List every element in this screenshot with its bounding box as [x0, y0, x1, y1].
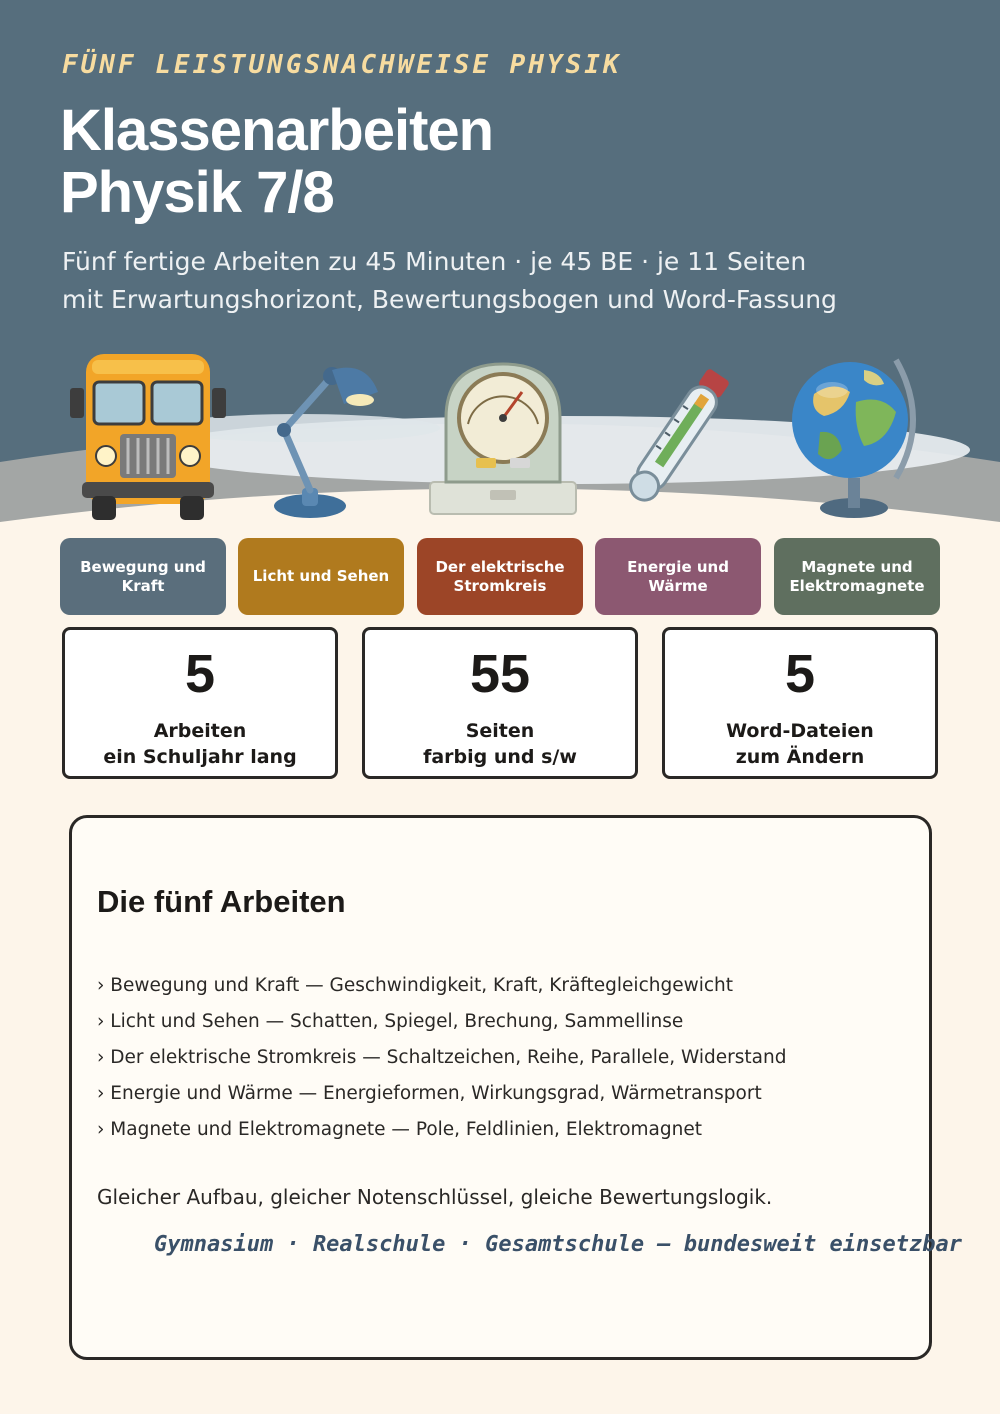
- header: [0, 0, 1000, 540]
- subtitle: [62, 243, 837, 319]
- subtitle-line-2: mit Erwartungshorizont, Bewertungsbogen und Word-Fassung: [62, 285, 837, 314]
- topic-tags: [60, 538, 940, 615]
- thermometer-icon: [612, 358, 742, 518]
- stat-card: [362, 627, 638, 779]
- topic-tag: Energie und Wärme: [595, 538, 761, 615]
- topic-tag: Magnete und Elektromagnete: [774, 538, 940, 615]
- topic-tag: Licht und Sehen: [238, 538, 404, 615]
- stat-label-line-2: zum Ändern: [735, 746, 865, 768]
- stat-label-line-2: ein Schuljahr lang: [103, 746, 297, 768]
- stat-label-line-1: Seiten: [465, 720, 535, 742]
- school-types-note: Gymnasium · Realschule · Gesamtschule — bundesweit einsetzbar: [154, 1232, 962, 1257]
- list-item: › Magnete und Elektromagnete — Pole, Feldlinien, Elektromagnet: [97, 1119, 702, 1140]
- stat-label: [65, 718, 335, 770]
- eyebrow-text: FÜNF LEISTUNGSNACHWEISE PHYSIK: [62, 50, 622, 80]
- panel-heading: Die fünf Arbeiten: [97, 884, 346, 919]
- stat-label-line-1: Arbeiten: [153, 720, 247, 742]
- school-bus-icon: [68, 348, 228, 523]
- content-panel: [69, 815, 962, 1360]
- gauge-meter-icon: [428, 358, 578, 516]
- list-item: › Energie und Wärme — Energieformen, Wirkungsgrad, Wärmetransport: [97, 1083, 762, 1104]
- stat-label: [665, 718, 935, 770]
- stat-card: [62, 627, 338, 779]
- topic-tag: Der elektrische Stromkreis: [417, 538, 583, 615]
- stat-number: 5: [784, 644, 816, 704]
- topic-tag: Bewegung und Kraft: [60, 538, 226, 615]
- stat-label-line-1: Word-Dateien: [726, 720, 874, 742]
- list-item: › Licht und Sehen — Schatten, Spiegel, Brechung, Sammellinse: [97, 1011, 684, 1032]
- summary-text: Gleicher Aufbau, gleicher Notenschlüssel, gleiche Bewertungslogik.: [97, 1185, 773, 1209]
- title-line-1: Klassenarbeiten: [60, 98, 494, 163]
- list-item: › Bewegung und Kraft — Geschwindigkeit, Kraft, Kräftegleichgewicht: [97, 975, 734, 996]
- title-line-2: Physik 7/8: [60, 160, 334, 225]
- exam-list: [97, 968, 786, 1148]
- page-title: [60, 100, 493, 224]
- stat-number: 5: [184, 644, 216, 704]
- globe-icon: [784, 350, 924, 522]
- subtitle-line-1: Fünf fertige Arbeiten zu 45 Minuten · je 45 BE · je 11 Seiten: [62, 247, 807, 276]
- stat-card: [662, 627, 938, 779]
- stat-number: 55: [469, 644, 531, 704]
- stat-label-line-2: farbig und s/w: [423, 746, 577, 768]
- stat-label: [365, 718, 635, 770]
- list-item: › Der elektrische Stromkreis — Schaltzeichen, Reihe, Parallele, Widerstand: [97, 1047, 787, 1068]
- desk-lamp-icon: [262, 348, 382, 523]
